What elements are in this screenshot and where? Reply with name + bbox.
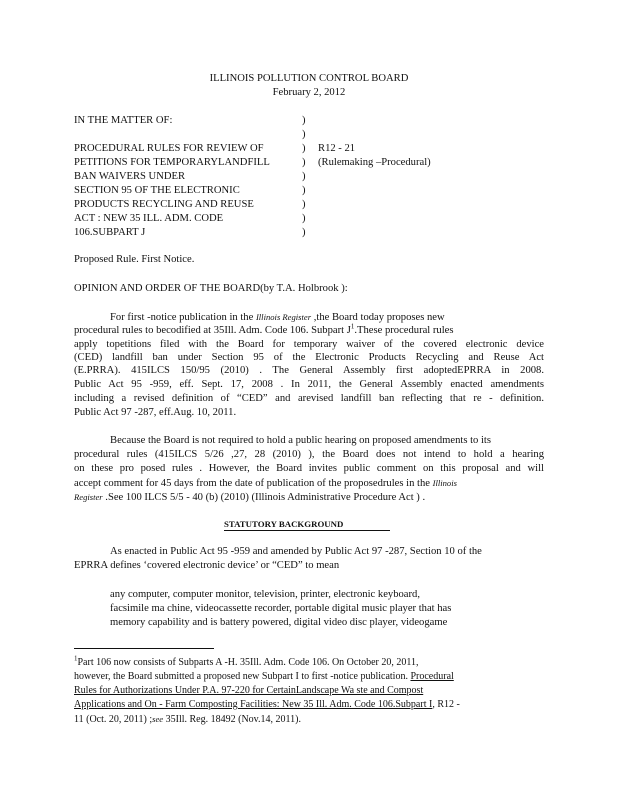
caption-paren: ) <box>302 157 306 168</box>
agency-title: ILLINOIS POLLUTION CONTROL BOARD <box>209 73 409 84</box>
paragraph-line: Register .See 100 ILCS 5/5 - 40 (b) (2010) (Illinois Administrative Procedure Act ) . <box>74 492 426 503</box>
caption-paren: ) <box>302 185 306 196</box>
footnote-separator <box>74 648 214 649</box>
caption-paren: ) <box>302 199 306 210</box>
paragraph-line: procedural rules to becodified at 35Ill. Adm. Code 106. Subpart $J^1.These$ procedural rules <box>74 322 454 336</box>
section-heading: STATUTORY BACKGROUND <box>224 519 344 529</box>
caption-line: PRODUCTS RECYCLING AND REUSE <box>74 199 254 210</box>
opinion-heading: OPINION AND ORDER OF THE BOARD(by T.A. Holbrook ): <box>74 283 348 294</box>
paragraph-line: For first -notice publication in the Illinois Register ,the Board today proposes new <box>110 312 445 323</box>
caption-paren: ) <box>302 115 306 126</box>
order-date: February 2, 2012 <box>272 87 346 98</box>
caption-paren: ) <box>302 213 306 224</box>
footnote-line: 11 (Oct. 20, 2011) ;see 35Ill. Reg. 18492 (Nov.14, 2011). <box>74 714 301 725</box>
footnote-ref: 1 <box>350 322 355 331</box>
docket-type: (Rulemaking –Procedural) <box>318 157 431 168</box>
caption-paren: ) <box>302 227 306 238</box>
caption-paren: ) <box>302 171 306 182</box>
quote-line: memory capability and is battery powered, digital video disc player, videogame <box>110 617 448 628</box>
caption-paren: ) <box>302 129 306 140</box>
section-heading-underline <box>224 530 390 531</box>
paragraph-line: (E.PRRA). 415ILCS 150/95 (2010) . The General Assembly first adoptedEPRRA in 2008. <box>74 365 544 376</box>
caption-paren: ) <box>302 143 306 154</box>
caption-line: ACT : NEW 35 ILL. ADM. CODE <box>74 213 224 224</box>
footnote-line: $^1$Part 106 now consists of Subparts A -H. 35Ill. Adm. Code 106. On October 20, 2011, <box>74 654 419 668</box>
caption-line: PROCEDURAL RULES FOR REVIEW OF <box>74 143 264 154</box>
paragraph-line: including a revised definition of “CED” and arevised landfill ban reflecting that re - definition. <box>74 393 544 404</box>
caption-line: PETITIONS FOR TEMPORARYLANDFILL <box>74 157 270 168</box>
quote-line: any computer, computer monitor, television, printer, electronic keyboard, <box>110 589 420 600</box>
footnote-line: however, the Board submitted a proposed new Subpart I to first -notice publication. Procedural <box>74 671 454 682</box>
paragraph-line: procedural rules (415ILCS 5/26 ,27, 28 (2010) ), the Board does not intend to hold a hearing <box>74 449 544 460</box>
footnote-line: Applications and On - Farm Composting Facilities: New 35 Ill. Adm. Code 106.Subpart I, R12 - <box>74 699 460 710</box>
proposed-rule-label: Proposed Rule. First Notice. <box>74 254 195 265</box>
docket-number: R12 - 21 <box>318 143 356 154</box>
paragraph-line: Because the Board is not required to hold a public hearing on proposed amendments to its <box>110 435 491 446</box>
paragraph-line: As enacted in Public Act 95 -959 and amended by Public Act 97 -287, Section 10 of the <box>110 546 482 557</box>
caption-line: IN THE MATTER OF: <box>74 115 173 126</box>
caption-line: SECTION 95 OF THE ELECTRONIC <box>74 185 240 196</box>
paragraph-line: Public Act 97 -287, eff.Aug. 10, 2011. <box>74 407 237 418</box>
quote-line: facsimile ma chine, videocassette recorder, portable digital music player that has <box>110 603 452 614</box>
paragraph-line: accept comment for 45 days from the date of publication of the proposedrules in the Illinois <box>74 478 457 489</box>
footnote-number: 1 <box>74 654 78 663</box>
paragraph-line: apply topetitions filed with the Board for temporary waiver of the covered electronic device <box>74 339 544 350</box>
caption-line: 106.SUBPART J <box>74 227 146 238</box>
paragraph-line: EPRRA defines ‘covered electronic device’ or “CED” to mean <box>74 560 340 571</box>
footnote-line: Rules for Authorizations Under P.A. 97-220 for CertainLandscape Wa ste and Compost <box>74 685 424 696</box>
paragraph-line: on these pro posed rules . However, the Board invites public comment on this proposal and will <box>74 463 544 474</box>
paragraph-line: Public Act 95 -959, eff. Sept. 17, 2008 . In 2011, the General Assembly enacted amendments <box>74 379 544 390</box>
caption-line: BAN WAIVERS UNDER <box>74 171 186 182</box>
paragraph-line: (CED) landfill ban under Section 95 of the Electronic Products Recycling and Reuse Act <box>74 352 544 363</box>
